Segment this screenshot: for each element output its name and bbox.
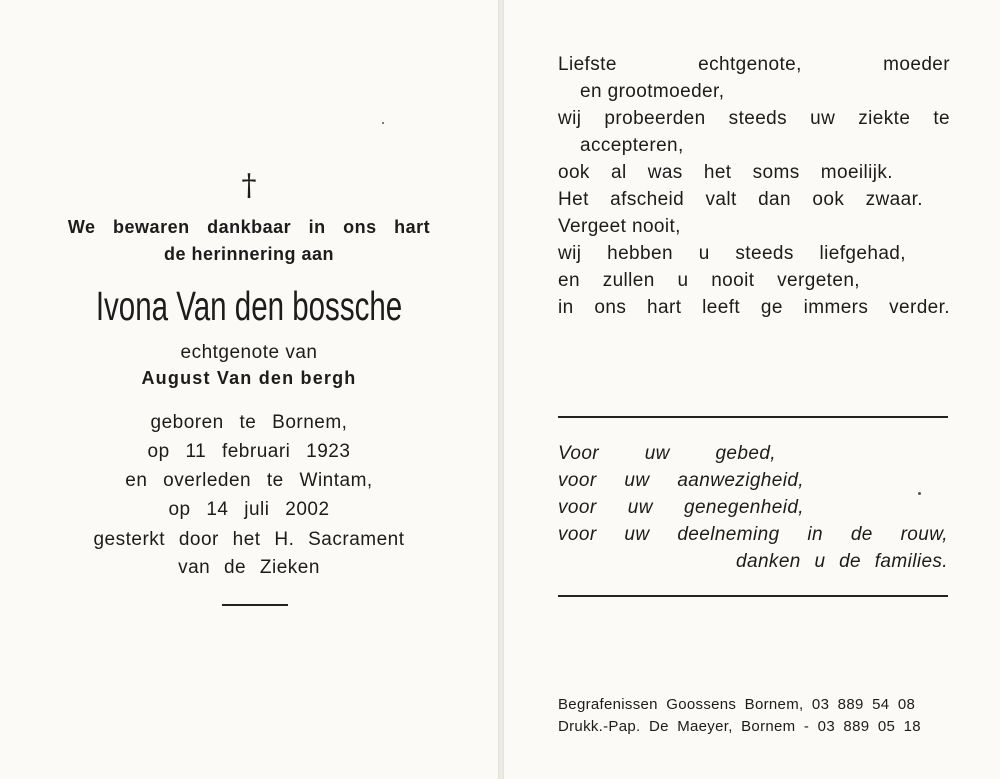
word: te (933, 108, 950, 129)
word: ziekte (858, 108, 911, 129)
poem-line (558, 159, 893, 186)
thanks-line (558, 467, 804, 494)
thanks-line (558, 440, 776, 467)
divider (558, 595, 948, 597)
word: probeerden (604, 108, 706, 129)
poem-line: Vergeet nooit, (558, 216, 681, 237)
word: zwaar. (865, 189, 923, 210)
sacrament-text (0, 526, 498, 582)
word: voor (558, 497, 597, 518)
divider (222, 604, 288, 606)
word: aanwezigheid, (677, 470, 804, 491)
word: moeilijk. (820, 162, 893, 183)
word: in (807, 524, 823, 545)
poem-line (558, 51, 950, 78)
spouse-label: echtgenote van (180, 342, 318, 363)
footer (558, 694, 950, 738)
word: uw (810, 108, 836, 129)
speck (918, 492, 921, 495)
word: Liefste (558, 54, 617, 75)
left-page (0, 0, 498, 779)
word: ook (812, 189, 845, 210)
intro-line: de herinnering aan (163, 244, 335, 264)
card-fold (498, 0, 504, 779)
word: ge (760, 297, 783, 318)
word: nooit (711, 270, 755, 291)
word: leeft (702, 297, 741, 318)
word: zullen (602, 270, 655, 291)
word: gebed, (715, 443, 776, 464)
poem-line (558, 186, 923, 213)
poem-line (558, 267, 860, 294)
word: valt (705, 189, 737, 210)
word: wij (558, 108, 582, 129)
spouse-name: August Van den bergh (141, 368, 357, 388)
word: vergeten, (777, 270, 860, 291)
word: voor (558, 524, 597, 545)
word: soms (752, 162, 800, 183)
poem (558, 51, 950, 321)
date-line: en overleden te Wintam, (125, 470, 373, 491)
poem-line (558, 294, 950, 321)
word: steeds (728, 108, 788, 129)
speck (382, 122, 384, 124)
poem-line: en grootmoeder, (580, 81, 725, 102)
thanks-text (558, 440, 948, 575)
word: liefgehad, (819, 243, 906, 264)
word: en (558, 270, 580, 291)
word: ook (558, 162, 590, 183)
word: wij (558, 243, 582, 264)
thanks-line: danken u de families. (736, 551, 948, 572)
sacrament-line: van de Zieken (178, 557, 320, 578)
word: immers (803, 297, 869, 318)
date-line: geboren te Bornem, (150, 412, 348, 433)
word: steeds (735, 243, 794, 264)
word: rouw, (900, 524, 948, 545)
word: in (558, 297, 574, 318)
word: de (850, 524, 873, 545)
word: voor (558, 470, 597, 491)
date-line: op 11 februari 1923 (147, 441, 351, 462)
word: hebben (607, 243, 673, 264)
date-line: op 14 juli 2002 (168, 499, 330, 520)
word: deelneming (677, 524, 780, 545)
word: u (677, 270, 689, 291)
word: was (647, 162, 683, 183)
word: ons (594, 297, 627, 318)
footer-line: Begrafenissen Goossens Bornem, 03 889 54 08 (558, 696, 916, 713)
poem-line: accepteren, (580, 135, 684, 156)
footer-line: Drukk.-Pap. De Maeyer, Bornem - 03 889 05 18 (558, 718, 921, 735)
word: u (698, 243, 710, 264)
deceased-name: Ivona Van den bossche (95, 283, 403, 329)
life-dates (0, 408, 498, 524)
word: Het (558, 189, 589, 210)
thanks-line (558, 494, 804, 521)
poem-line (558, 105, 950, 132)
word: genegenheid, (684, 497, 804, 518)
word: al (610, 162, 627, 183)
word: uw (627, 497, 653, 518)
word: moeder (883, 54, 950, 75)
word: verder. (889, 297, 950, 318)
word: afscheid (610, 189, 685, 210)
intro-line: We bewaren dankbaar in ons hart (67, 217, 431, 237)
word: het (703, 162, 732, 183)
word: echtgenote, (698, 54, 802, 75)
word: Voor (558, 443, 600, 464)
word: uw (644, 443, 670, 464)
intro-text (0, 214, 498, 268)
thanks-line (558, 521, 948, 548)
cross-icon: † (241, 168, 257, 203)
word: uw (624, 524, 650, 545)
word: hart (647, 297, 682, 318)
poem-line (558, 240, 906, 267)
word: uw (624, 470, 650, 491)
sacrament-line: gesterkt door het H. Sacrament (93, 529, 405, 550)
word: dan (758, 189, 791, 210)
divider (558, 416, 948, 418)
